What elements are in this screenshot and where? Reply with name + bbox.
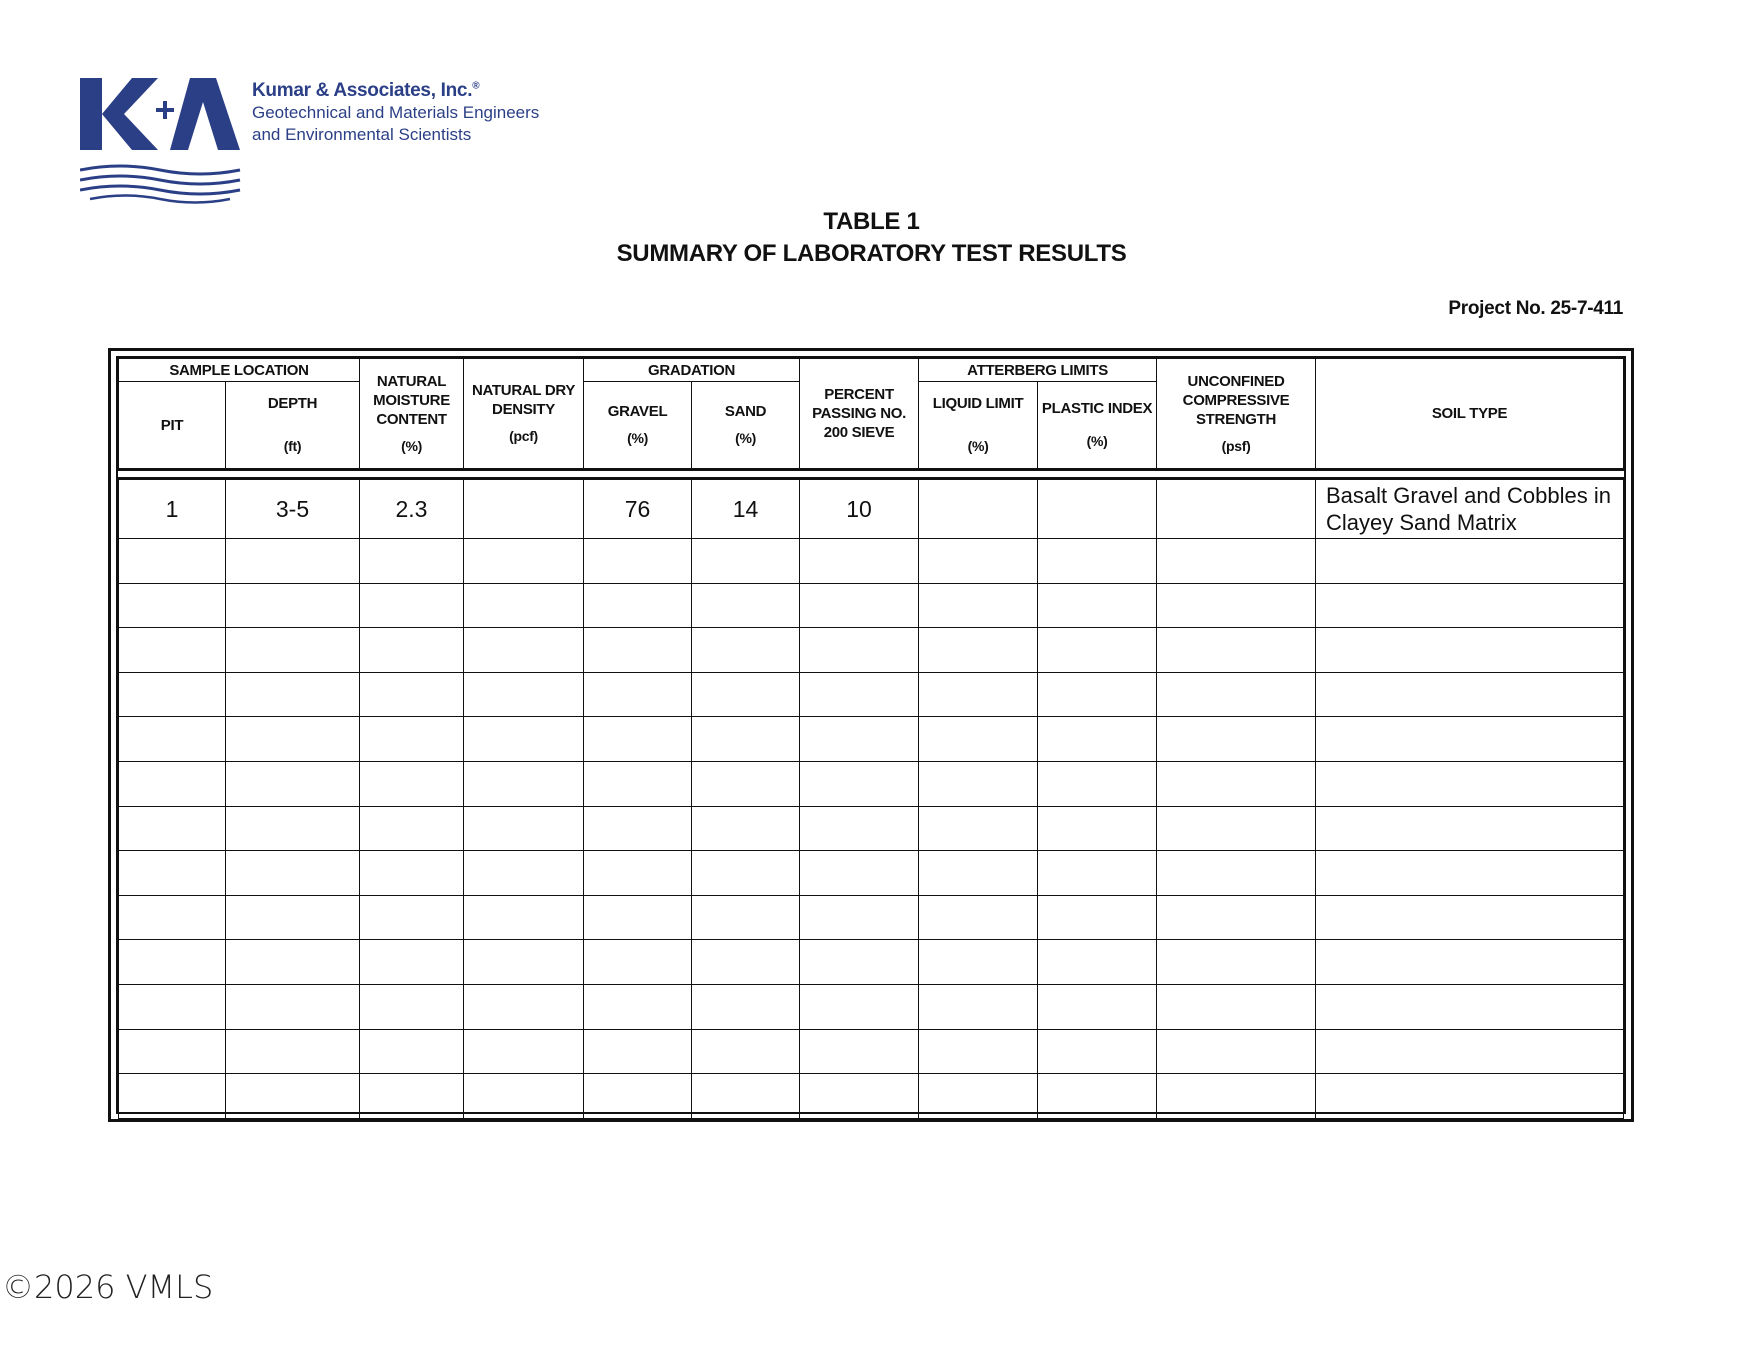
cell-empty: [919, 583, 1038, 628]
cell-empty: [226, 583, 360, 628]
cell-empty: [800, 628, 919, 673]
cell-empty: [800, 895, 919, 940]
table-title: SUMMARY OF LABORATORY TEST RESULTS: [616, 240, 1127, 267]
cell-empty: [464, 806, 584, 851]
cell-empty: [360, 583, 464, 628]
cell-empty: [1038, 940, 1157, 985]
cell-empty: [692, 539, 800, 584]
cell-empty: [360, 806, 464, 851]
cell-empty: [1157, 1029, 1316, 1074]
cell-empty: [584, 1074, 692, 1119]
cell-empty: [226, 806, 360, 851]
cell-empty: [1157, 851, 1316, 896]
cell-empty: [800, 583, 919, 628]
cell-empty: [360, 984, 464, 1029]
cell-empty: [226, 984, 360, 1029]
cell-empty: [1038, 583, 1157, 628]
header-gravel: [584, 382, 692, 469]
cell-empty: [800, 806, 919, 851]
cell-empty: [1157, 761, 1316, 806]
cell-empty: [692, 1029, 800, 1074]
cell-empty: [1157, 628, 1316, 673]
cell-empty: [692, 1074, 800, 1119]
cell-empty: [584, 672, 692, 717]
cell-empty: [800, 539, 919, 584]
header-depth-unit: (ft): [283, 438, 302, 454]
cell-empty: [464, 539, 584, 584]
cell-passing: 10: [800, 480, 919, 539]
cell-empty: [119, 895, 226, 940]
cell-empty: [692, 984, 800, 1029]
header-moisture-unit: (%): [401, 437, 422, 454]
cell-empty: [464, 940, 584, 985]
cell-empty: [692, 851, 800, 896]
cell-empty: [464, 717, 584, 762]
cell-empty: [1157, 940, 1316, 985]
cell-empty: [226, 672, 360, 717]
table-row-empty: [119, 628, 1624, 673]
cell-empty: [464, 984, 584, 1029]
group-sample-location: SAMPLE LOCATION: [119, 359, 360, 382]
table-row-empty: [119, 761, 1624, 806]
table-row: [119, 480, 1624, 539]
cell-empty: [464, 1029, 584, 1074]
header-depth-label: DEPTH: [267, 395, 318, 412]
project-number: Project No. 25-7-411: [1448, 298, 1623, 319]
cell-empty: [919, 539, 1038, 584]
cell-empty: [919, 1029, 1038, 1074]
cell-empty: [1157, 672, 1316, 717]
cell-empty: [226, 761, 360, 806]
cell-empty: [692, 806, 800, 851]
document-title: [0, 206, 1743, 270]
group-atterberg: ATTERBERG LIMITS: [919, 359, 1157, 382]
cell-gravel: 76: [584, 480, 692, 539]
header-plastic-unit: (%): [1086, 433, 1108, 449]
cell-empty: [584, 717, 692, 762]
cell-empty: [919, 940, 1038, 985]
cell-empty: [800, 717, 919, 762]
cell-empty: [919, 628, 1038, 673]
table-row-empty: [119, 672, 1624, 717]
cell-empty: [692, 628, 800, 673]
table-row-empty: [119, 1074, 1624, 1119]
cell-empty: [800, 984, 919, 1029]
copyright-footer: ©2026 VMLS: [2, 1268, 214, 1306]
cell-empty: [1157, 895, 1316, 940]
header-strength-label: UNCONFINED COMPRESSIVE STRENGTH: [1182, 372, 1290, 428]
header-depth: [226, 382, 360, 469]
cell-empty: [1316, 628, 1624, 673]
cell-empty: [1316, 895, 1624, 940]
cell-empty: [692, 895, 800, 940]
cell-empty: [919, 672, 1038, 717]
cell-empty: [360, 717, 464, 762]
cell-empty: [360, 1029, 464, 1074]
cell-empty: [226, 851, 360, 896]
cell-empty: [1038, 806, 1157, 851]
cell-empty: [226, 940, 360, 985]
cell-empty: [692, 583, 800, 628]
cell-empty: [464, 628, 584, 673]
cell-empty: [226, 717, 360, 762]
cell-empty: [800, 1074, 919, 1119]
company-name: [252, 80, 539, 102]
cell-plastic: [1038, 480, 1157, 539]
cell-empty: [1038, 1029, 1157, 1074]
cell-empty: [119, 628, 226, 673]
cell-empty: [360, 895, 464, 940]
header-gravel-unit: (%): [627, 430, 648, 446]
cell-empty: [1038, 1074, 1157, 1119]
cell-empty: [1038, 984, 1157, 1029]
table-row-empty: [119, 851, 1624, 896]
table-number: TABLE 1: [823, 208, 920, 235]
company-name-text: Kumar & Associates, Inc.: [252, 80, 473, 101]
group-gradation: GRADATION: [584, 359, 800, 382]
table-row-empty: [119, 895, 1624, 940]
cell-empty: [692, 761, 800, 806]
cell-empty: [464, 761, 584, 806]
table-row-empty: [119, 539, 1624, 584]
table-row-empty: [119, 1029, 1624, 1074]
cell-empty: [584, 539, 692, 584]
cell-soil: Basalt Gravel and Cobbles in Clayey Sand Matrix: [1316, 480, 1624, 539]
header-liquid-limit: [919, 382, 1038, 469]
cell-empty: [119, 539, 226, 584]
cell-empty: [119, 984, 226, 1029]
cell-empty: [119, 1074, 226, 1119]
header-sand-label: SAND: [724, 403, 767, 420]
cell-empty: [919, 984, 1038, 1029]
cell-empty: [119, 583, 226, 628]
header-density-unit: (pcf): [509, 428, 538, 444]
header-plastic-index: [1038, 382, 1157, 469]
cell-empty: [584, 583, 692, 628]
table-row-empty: [119, 984, 1624, 1029]
cell-empty: [1157, 984, 1316, 1029]
cell-empty: [1157, 583, 1316, 628]
cell-empty: [1157, 1074, 1316, 1119]
cell-empty: [226, 895, 360, 940]
company-logo: [80, 78, 250, 208]
cell-empty: [800, 761, 919, 806]
company-tagline-1: Geotechnical and Materials Engineers: [252, 103, 540, 122]
cell-empty: [360, 539, 464, 584]
registered-mark: ®: [472, 80, 480, 92]
cell-empty: [1316, 940, 1624, 985]
cell-sand: 14: [692, 480, 800, 539]
cell-empty: [464, 583, 584, 628]
ka-logo-icon: [80, 78, 250, 208]
cell-empty: [1038, 539, 1157, 584]
cell-empty: [584, 851, 692, 896]
cell-empty: [1316, 539, 1624, 584]
cell-empty: [1316, 984, 1624, 1029]
cell-empty: [1316, 761, 1624, 806]
cell-empty: [919, 761, 1038, 806]
cell-empty: [584, 895, 692, 940]
header-liquid-unit: (%): [967, 438, 989, 454]
company-info: [252, 80, 539, 146]
cell-empty: [919, 806, 1038, 851]
cell-empty: [1316, 672, 1624, 717]
cell-empty: [1038, 851, 1157, 896]
cell-empty: [800, 672, 919, 717]
cell-depth: 3-5: [226, 480, 360, 539]
cell-empty: [584, 984, 692, 1029]
cell-empty: [464, 895, 584, 940]
cell-empty: [1038, 672, 1157, 717]
cell-empty: [119, 940, 226, 985]
table-row-empty: [119, 717, 1624, 762]
company-tagline-2: and Environmental Scientists: [252, 125, 472, 144]
cell-empty: [919, 717, 1038, 762]
cell-empty: [919, 851, 1038, 896]
cell-empty: [464, 851, 584, 896]
table-body: [118, 479, 1624, 1119]
cell-empty: [800, 851, 919, 896]
header-sand: [692, 382, 800, 469]
header-soil-type: SOIL TYPE: [1316, 359, 1624, 469]
cell-empty: [1038, 895, 1157, 940]
header-moisture-label: NATURAL MOISTURE CONTENT: [373, 372, 450, 428]
cell-empty: [119, 761, 226, 806]
cell-empty: [464, 672, 584, 717]
cell-empty: [1316, 1029, 1624, 1074]
header-strength-unit: (psf): [1221, 437, 1251, 454]
cell-strength: [1157, 480, 1316, 539]
cell-empty: [1038, 717, 1157, 762]
cell-empty: [692, 717, 800, 762]
cell-empty: [919, 895, 1038, 940]
cell-empty: [1157, 539, 1316, 584]
cell-empty: [919, 1074, 1038, 1119]
header-separator: [118, 469, 1624, 479]
cell-empty: [1316, 717, 1624, 762]
header-sand-unit: (%): [735, 430, 756, 446]
cell-pit: 1: [119, 480, 226, 539]
table-row-empty: [119, 806, 1624, 851]
cell-empty: [226, 1029, 360, 1074]
cell-empty: [119, 806, 226, 851]
cell-empty: [226, 628, 360, 673]
table-header: [118, 358, 1624, 469]
cell-empty: [360, 761, 464, 806]
header-gravel-label: GRAVEL: [607, 403, 668, 420]
cell-empty: [360, 851, 464, 896]
cell-empty: [1316, 1074, 1624, 1119]
header-pit: PIT: [119, 382, 226, 469]
cell-empty: [584, 940, 692, 985]
header-moisture: [360, 359, 464, 469]
cell-empty: [1157, 717, 1316, 762]
cell-empty: [1316, 583, 1624, 628]
header-passing: PERCENT PASSING NO. 200 SIEVE: [800, 359, 919, 469]
cell-empty: [1316, 806, 1624, 851]
cell-empty: [119, 717, 226, 762]
cell-empty: [1038, 761, 1157, 806]
cell-empty: [360, 940, 464, 985]
cell-empty: [1316, 851, 1624, 896]
header-plastic-label: PLASTIC INDEX: [1041, 400, 1153, 417]
cell-empty: [360, 1074, 464, 1119]
cell-empty: [360, 628, 464, 673]
cell-empty: [464, 1074, 584, 1119]
cell-empty: [584, 806, 692, 851]
results-table-frame: [108, 348, 1634, 1122]
cell-empty: [584, 761, 692, 806]
cell-empty: [1038, 628, 1157, 673]
cell-empty: [226, 539, 360, 584]
cell-empty: [584, 628, 692, 673]
cell-empty: [800, 940, 919, 985]
cell-empty: [360, 672, 464, 717]
cell-empty: [119, 851, 226, 896]
header-density-label: NATURAL DRY DENSITY: [471, 382, 576, 418]
header-strength: [1157, 359, 1316, 469]
table-row-empty: [119, 940, 1624, 985]
header-density: [464, 359, 584, 469]
cell-empty: [692, 672, 800, 717]
cell-empty: [119, 1029, 226, 1074]
cell-moisture: 2.3: [360, 480, 464, 539]
cell-liquid: [919, 480, 1038, 539]
cell-density: [464, 480, 584, 539]
cell-empty: [226, 1074, 360, 1119]
table-row-empty: [119, 583, 1624, 628]
cell-empty: [119, 672, 226, 717]
cell-empty: [800, 1029, 919, 1074]
cell-empty: [584, 1029, 692, 1074]
header-liquid-label: LIQUID LIMIT: [932, 395, 1024, 412]
cell-empty: [1157, 806, 1316, 851]
cell-empty: [692, 940, 800, 985]
results-table: [116, 356, 1626, 1114]
